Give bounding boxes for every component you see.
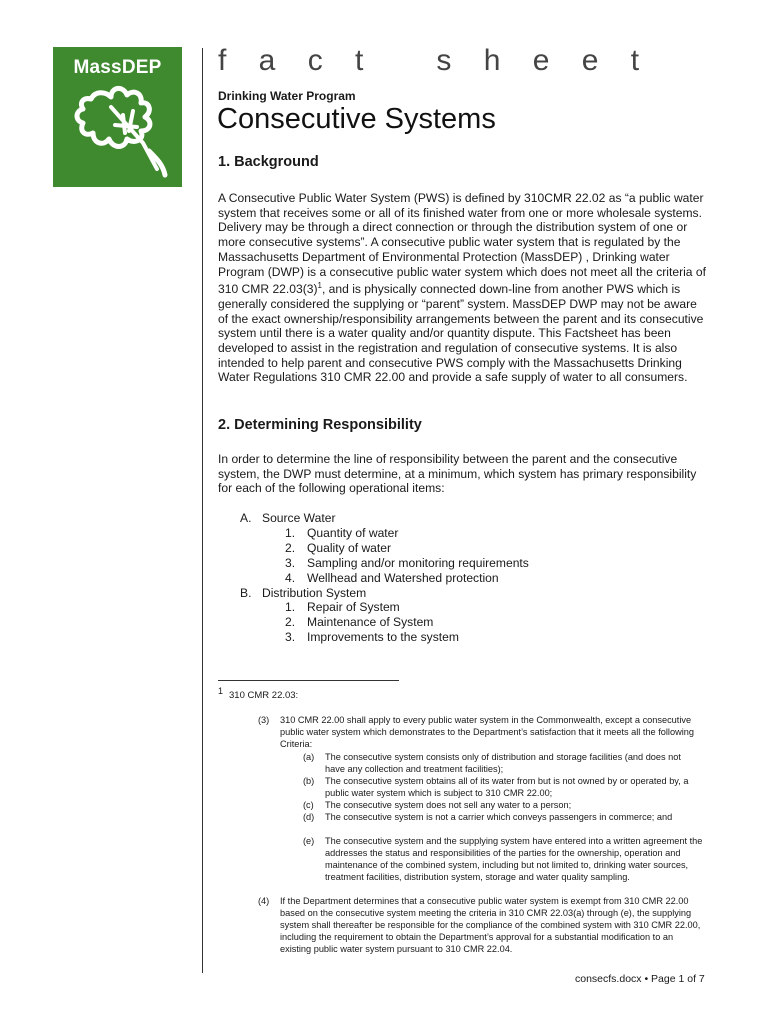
oak-leaf-icon — [53, 47, 182, 187]
list-item: 3. Sampling and/or monitoring requirements — [285, 555, 529, 570]
list-item: 4. Wellhead and Watershed protection — [285, 570, 499, 585]
background-paragraph — [218, 191, 708, 385]
page-footer: consecfs.docx • Page 1 of 7 — [575, 973, 705, 985]
responsibility-paragraph: In order to determine the line of responsibility between the parent and the consecutive system, the DWP must determine, at a minimum, which system has primary responsibility for each of the following operational items: — [218, 452, 697, 496]
program-name: Drinking Water Program — [218, 89, 356, 103]
list-item: 1. Repair of System — [285, 600, 400, 615]
margin-rule — [202, 48, 203, 973]
list-item: 1. Quantity of water — [285, 525, 399, 540]
list-item: B. Distribution System — [240, 585, 367, 600]
list-item: 3. Improvements to the system — [285, 630, 459, 645]
footnote-citation: $^1$ 310 CMR 22.03: — [218, 686, 299, 701]
massdep-logo — [53, 47, 182, 187]
operational-items-list — [240, 511, 529, 645]
list-item: 2. Maintenance of System — [285, 615, 434, 630]
footnote-separator — [218, 680, 399, 681]
footnote-ref[interactable]: 1 — [317, 281, 322, 291]
logo-text: MassDEP — [73, 57, 162, 78]
background-text-2: , and is physically connected down-line from another PWS which is generally considered the supplying or “parent” system. MassDEP DWP may not be aware of the exact ownership/responsibility arrangements between the parent and its consecutive system until there is a water quality and/or quantity dispute. This Factsheet has been developed to assist in the registration and regulation of consecutive systems. It is also intended to help parent and consecutive PWS comply with the Massachusetts Drinking Water Regulations 310 CMR 22.00 and provide a safe supply of water to all consumers. — [218, 282, 704, 385]
section-heading-background: 1. Background — [218, 154, 319, 170]
list-item: A. Source Water — [240, 511, 336, 525]
fact-sheet-label: f a c t s h e e t — [218, 44, 652, 77]
background-text-1: A Consecutive Public Water System (PWS) is defined by 310CMR 22.02 as “a public water system that receives some or all of its finished water from one or more wholesale systems. Delivery may be through a direct connection or through the distribution system of one or more consecutive systems”. A consecutive public water system that is regulated by the Massachusetts Department of Environmental Protection (MassDEP) , Drinking water Program (DWP) is a consecutive public water system which does not meet all the criteria of 310 CMR 22.03(3) — [218, 191, 706, 297]
section-heading-responsibility: 2. Determining Responsibility — [218, 417, 422, 433]
list-item: 2. Quality of water — [285, 540, 392, 555]
footnote-number: 1 — [218, 686, 224, 696]
page-title: Consecutive Systems — [217, 103, 496, 135]
